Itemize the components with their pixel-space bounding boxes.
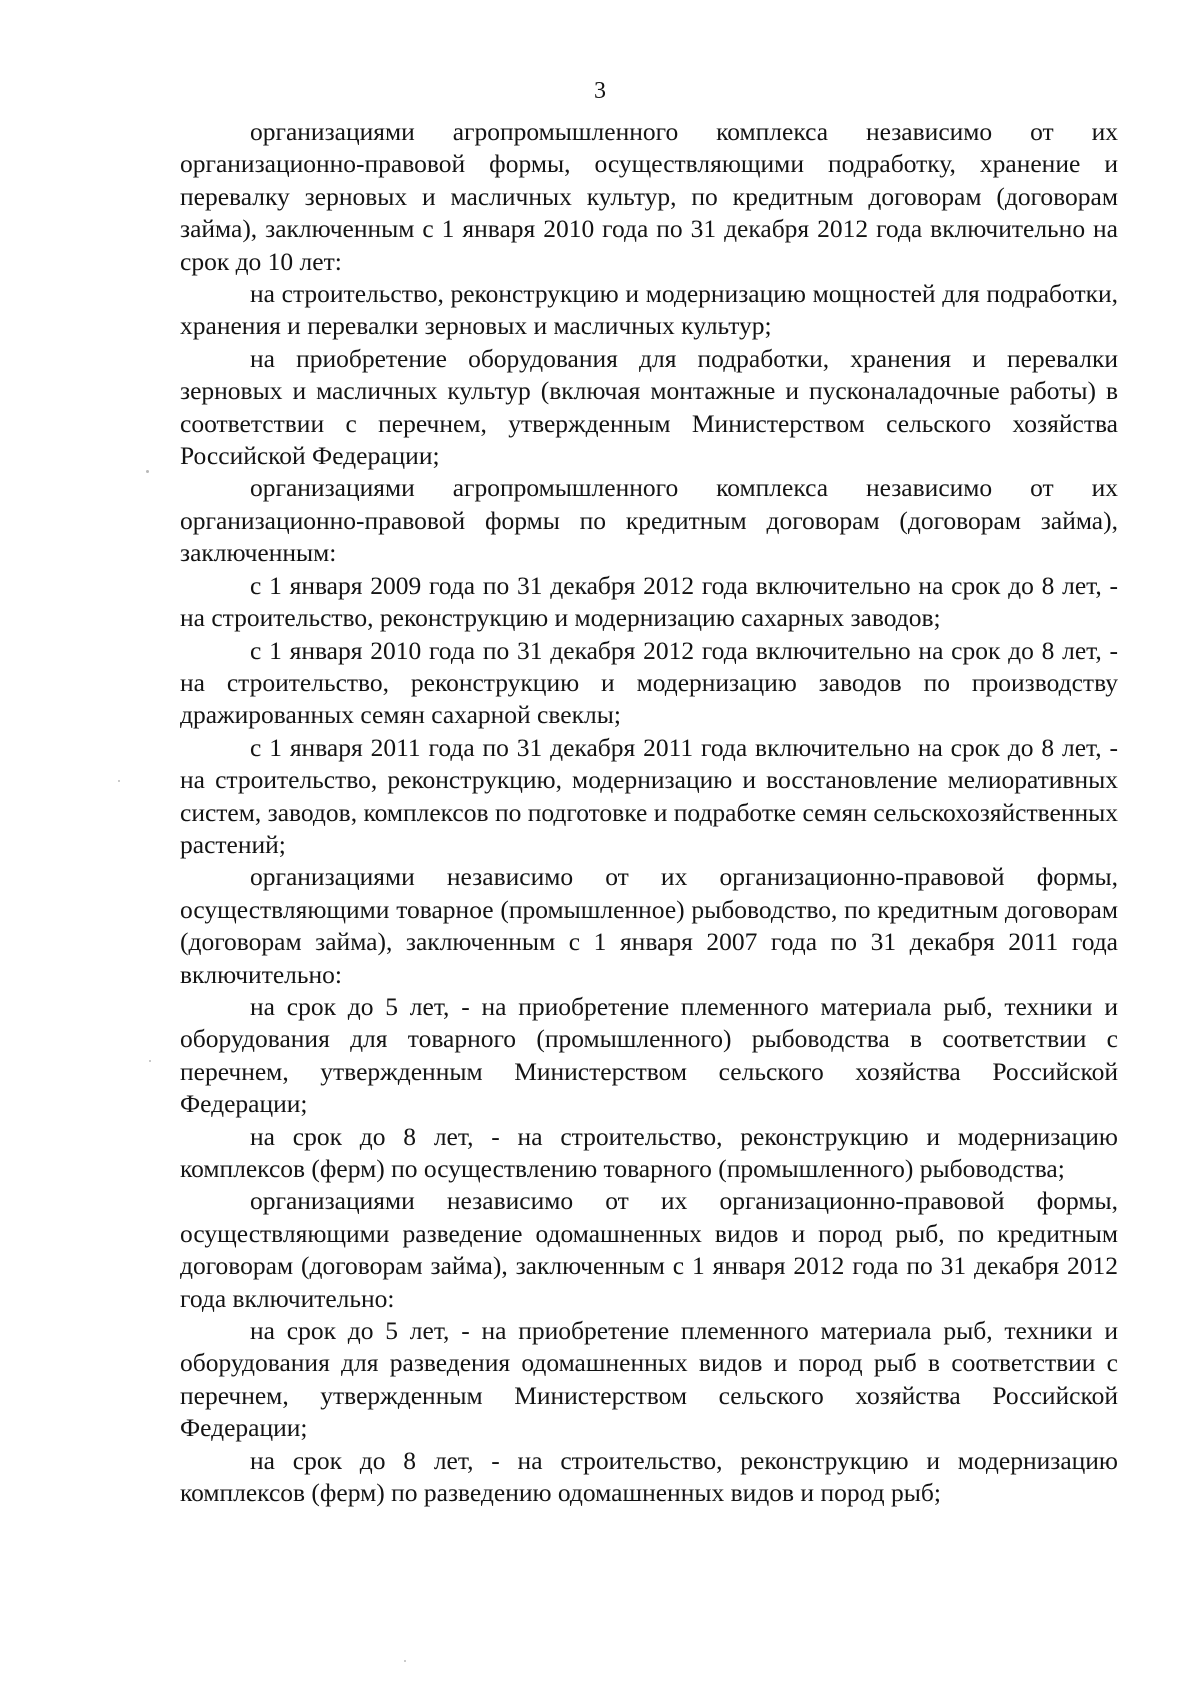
- paragraph-6: с 1 января 2010 года по 31 декабря 2012 года включительно на срок до 8 лет, - на строительство, реконструкцию и модернизацию заводов по производству дражированных семян сахарной свеклы;: [180, 635, 1118, 730]
- paragraph-5: с 1 января 2009 года по 31 декабря 2012 года включительно на срок до 8 лет, - на строительство, реконструкцию и модернизацию сахарных заводов;: [180, 570, 1118, 633]
- scan-speck: [146, 470, 149, 473]
- scan-speck: [149, 1060, 151, 1062]
- paragraph-1: организациями агропромышленного комплекса независимо от их организационно-правовой формы, осуществляющими подработку, хранение и перевалку зерновых и масличных культур, по кредитным договорам (договорам займа), заключенным с 1 января 2010 года по 31 декабря 2012 года включительно на срок до 10 лет:: [180, 117, 1118, 276]
- paragraph-3: на приобретение оборудования для подработки, хранения и перевалки зерновых и масличных культур (включая монтажные и пусконаладочные работы) в соответствии с перечнем, утвержденным Министерством сельского хозяйства Российской Федерации;: [180, 343, 1118, 471]
- paragraph-8: организациями независимо от их организационно-правовой формы, осуществляющими товарное (промышленное) рыбоводство, по кредитным договорам (договорам займа), заключенным с 1 января 2007 года по 31 декабря 2011 года включительно:: [180, 862, 1118, 989]
- document-body: [180, 116, 1118, 1509]
- scan-speck: [118, 780, 120, 782]
- paragraph-12: на срок до 5 лет, - на приобретение племенного материала рыб, техники и оборудования для разведения одомашненных видов и пород рыб в соответствии с перечнем, утвержденным Министерством сельского хозяйства Российской Федерации;: [180, 1316, 1118, 1443]
- scan-speck: [404, 1660, 406, 1662]
- paragraph-11: организациями независимо от их организационно-правовой формы, осуществляющими разведение одомашненных видов и пород рыб, по кредитным договорам (договорам займа), заключенным с 1 января 2012 года по 31 декабря 2012 года включительно:: [180, 1186, 1118, 1313]
- page-number: 3: [594, 78, 606, 104]
- paragraph-9: на срок до 5 лет, - на приобретение племенного материала рыб, техники и оборудования для товарного (промышленного) рыбоводства в соответствии с перечнем, утвержденным Министерством сельского хозяйства Российской Федерации;: [180, 991, 1118, 1119]
- paragraph-7: с 1 января 2011 года по 31 декабря 2011 года включительно на срок до 8 лет, - на строительство, реконструкцию, модернизацию и восстановление мелиоративных систем, заводов, комплексов по подготовке и подработке семян сельскохозяйственных растений;: [180, 732, 1118, 859]
- paragraph-2: на строительство, реконструкцию и модернизацию мощностей для подработки, хранения и перевалки зерновых и масличных культур;: [180, 279, 1118, 341]
- paragraph-13: на срок до 8 лет, - на строительство, реконструкцию и модернизацию комплексов (ферм) по разведению одомашненных видов и пород рыб;: [180, 1445, 1118, 1508]
- paragraph-4: организациями агропромышленного комплекса независимо от их организационно-правовой формы по кредитным договорам (договорам займа), заключенным:: [180, 473, 1118, 568]
- paragraph-10: на срок до 8 лет, - на строительство, реконструкцию и модернизацию комплексов (ферм) по осуществлению товарного (промышленного) рыбоводства;: [180, 1121, 1118, 1183]
